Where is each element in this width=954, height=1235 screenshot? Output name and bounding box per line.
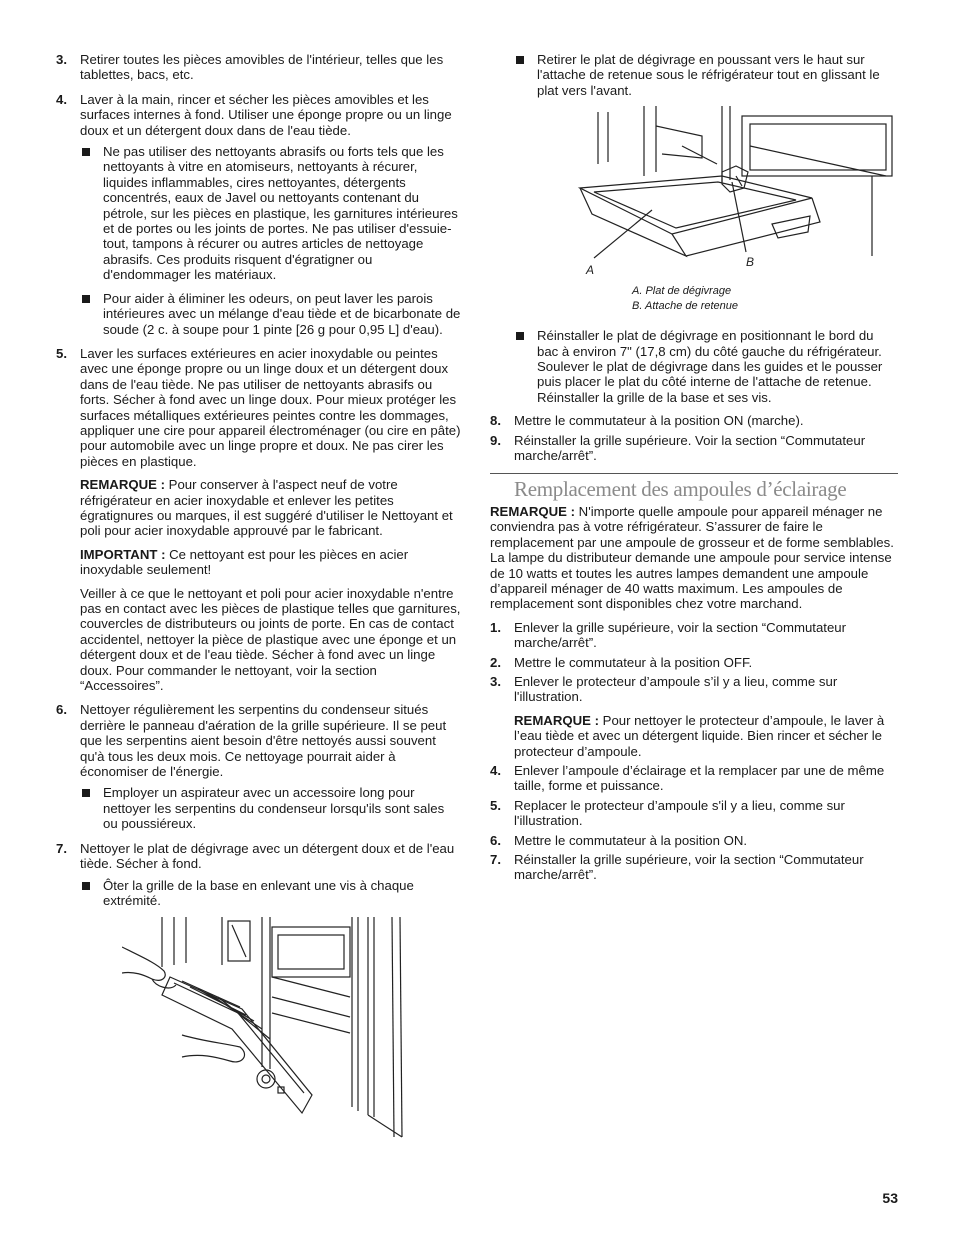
step-3 [56, 52, 462, 83]
step-text-extra: Veiller à ce que le nettoyant et poli pour acier inoxydable n'entre pas en contact avec les pièces de plastique telles que garnitures, couvercles de distributeurs ou joints de porte. En cas de contact accidentel, nettoyer la pièce de plastique avec une éponge et un détergent doux et de l'eau tiède. Sécher à fond avec un linge doux. Pour commander le nettoyant, voir la section “Accessoires”. [80, 585, 461, 694]
step-5 [56, 346, 462, 694]
square-bullet-icon [516, 56, 524, 64]
defrost-pan-illustration [572, 106, 902, 278]
step-text: Nettoyer le plat de dégivrage avec un détergent doux et de l'eau tiède. Sécher à fond. [80, 840, 455, 872]
square-bullet-icon [82, 789, 90, 797]
step-text: Nettoyer régulièrement les serpentins du condenseur situés derrière le panneau d'aération de la grille supérieure. Il se peut que les serpentins aient besoin d'être nettoyés aussi souvent qu'à tous les deux mois. Ce nettoyage pourrait aider à économiser de l'énergie. [80, 702, 447, 780]
figure-caption: A. Plat de dégivrage B. Attache de retenue [632, 285, 738, 313]
square-bullet-icon [82, 882, 90, 890]
square-bullet-icon [82, 148, 90, 156]
step-number: 5. [56, 345, 67, 361]
bullet-item: Ôter la grille de la base en enlevant une vis à chaque extrémité. [80, 878, 462, 909]
important-note: IMPORTANT : Ce nettoyant est pour les pièces en acier inoxydable seulement! [80, 546, 409, 578]
bullet-item: Retirer le plat de dégivrage en poussant vers le haut sur l'attache de retenue sous le réfrigérateur tout en glissant le plat vers l'avant. [490, 52, 898, 98]
step-number: 3. [56, 52, 67, 67]
bullet-item: Pour aider à éliminer les odeurs, on peut laver les parois intérieures avec un mélange d'eau tiède et de bicarbonate de soude (2 c. à soupe pour 1 pinte [26 g pour 0,95 L] d'eau). [80, 291, 462, 337]
step-8: 8. Mettre le commutateur à la position ON (marche). [490, 413, 804, 429]
intro-note: REMARQUE : N'importe quelle ampoule pour appareil ménager ne conviendra pas à votre réfrigérateur. S’assurer de faire le remplacement par une ampoule de grosseur et de forme semblables. La lampe du distributeur demande une ampoule pour service intense de 10 watts et toutes les autres lampes demandent une ampoule d’appareil ménager de 40 watts maximum. Les ampoules de remplacement sont disponibles chez votre marchand. [490, 503, 894, 612]
square-bullet-icon [516, 332, 524, 340]
base-grille-removal-illustration [122, 917, 422, 1139]
step-4 [56, 92, 462, 337]
step-text: Laver à la main, rincer et sécher les pièces amovibles et les surfaces internes à fond. Utiliser une éponge propre ou un linge doux et un détergent doux dans de l'eau tiède. [80, 91, 452, 138]
label-a: A [586, 263, 595, 278]
bulb-step-1: 1. Enlever la grille supérieure, voir la section “Commutateur marche/arrêt”. [490, 619, 847, 651]
step-number: 6. [56, 702, 67, 718]
bulb-step-3: 3. Enlever le protecteur d’ampoule s’il y a lieu, comme sur l'illustration. REMARQUE : Pour nettoyer le protecteur d’ampoule, le laver à l’eau tiède et avec un détergent liquide. Bien rincer et sécher le protecteur d’ampoule. [490, 674, 898, 759]
bulb-step-7: 7. Réinstaller la grille supérieure, voir la section “Commutateur marche/arrêt”. [490, 852, 864, 883]
bullet-item: Employer un aspirateur avec un accessoire long pour nettoyer les serpentins du condenseur lorsqu'ils sont sales ou poussiéreux. [80, 785, 462, 831]
step-number: 7. [56, 840, 67, 856]
right-column [490, 52, 898, 892]
bulb-step-2: 2. Mettre le commutateur à la position OFF. [490, 654, 753, 670]
square-bullet-icon [82, 295, 90, 303]
bulb-step-5: 5. Replacer le protecteur d’ampoule s'il y a lieu, comme sur l'illustration. [490, 797, 845, 829]
step-6 [56, 702, 462, 831]
remarque-note: REMARQUE : Pour nettoyer le protecteur d’ampoule, le laver à l’eau tiède et avec un détergent liquide. Bien rincer et sécher le protecteur d’ampoule. [514, 712, 885, 759]
left-column [56, 52, 462, 1139]
page-number: 53 [882, 1190, 898, 1206]
remarque-note: REMARQUE : Pour conserver à l'aspect neuf de votre réfrigérateur en acier inoxydable et enlever les petites égratignures ou marques, il est suggéré d'utiliser le Nettoyant et poli pour acier inoxydable approuvé par le fabricant. [80, 477, 453, 539]
step-7 [56, 841, 462, 909]
step-number: 4. [56, 91, 67, 107]
step-text: Laver les surfaces extérieures en acier inoxydable ou peintes avec une éponge propre ou un linge doux et un détergent doux dans de l'eau tiède. Ne pas utiliser de nettoyants abrasifs ou forts. Sécher à fond avec un linge doux. Pour mieux protéger les surfaces métalliques extérieures peintes contre les dommages, appliquer une cire pour appareil électroménager (ou cire en pâte) pour automobile avec un linge propre et doux. Ne pas cirer les pièces en plastique. [80, 345, 461, 469]
bulb-step-4: 4. Enlever l’ampoule d’éclairage et la remplacer par une de même taille, forme et puissance. [490, 762, 885, 794]
label-b: B [746, 255, 755, 270]
step-9: 9. Réinstaller la grille supérieure. Voir la section “Commutateur marche/arrêt”. [490, 432, 866, 464]
bullet-item: Ne pas utiliser des nettoyants abrasifs ou forts tels que les nettoyants à vitre en atomiseurs, nettoyants à récurer, liquides inflammables, cires nettoyantes, détergents concentrés, eaux de Javel ou nettoyants contenant du pétrole, sur les pièces en plastique, les garnitures intérieures et de portes ou les joints de portes. Ne pas utiliser d'essuie-tout, tampons à récurer ou autres articles de nettoyage abrasifs. Ces produits risquent d'égratigner ou d'endommager les matériaux. [80, 144, 462, 283]
section-divider [490, 473, 898, 474]
bullet-item: Réinstaller le plat de dégivrage en positionnant le bord du bac à environ 7" (17,8 cm) du côté gauche du réfrigérateur. Soulever le plat de dégivrage dans les guides et le pousser puis placer le plat du côté interne de l'attache de retenue. Réinstaller la grille de la base et ses vis. [490, 328, 898, 405]
bulb-step-6: 6. Mettre le commutateur à la position ON. [490, 832, 748, 848]
section-title: Remplacement des ampoules d’éclairage [514, 477, 847, 502]
step-text: Retirer toutes les pièces amovibles de l'intérieur, telles que les tablettes, bacs, etc. [80, 52, 444, 83]
